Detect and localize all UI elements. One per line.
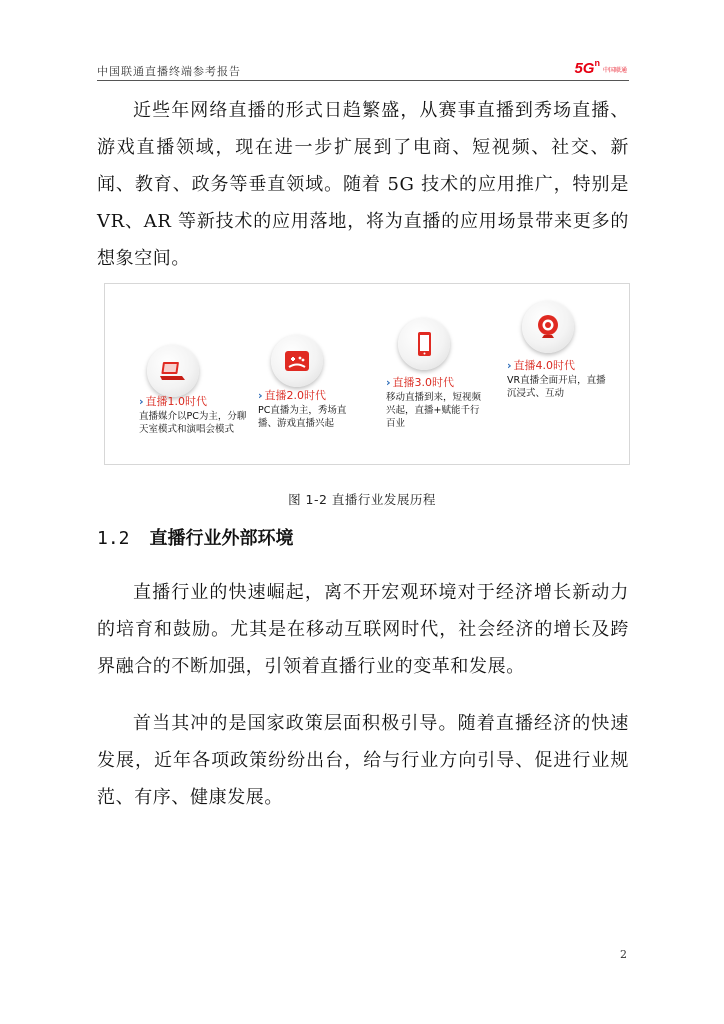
chevron-right-icon: ›: [139, 395, 144, 408]
gamepad-icon: [271, 335, 323, 387]
stage-1-desc: 直播媒介以PC为主，分聊天室模式和演唱会模式: [139, 411, 247, 435]
page-number: 2: [620, 948, 627, 961]
stage-3-label: 直播3.0时代: [392, 376, 455, 389]
stage-3: [386, 376, 486, 430]
laptop-icon: [147, 345, 199, 397]
brand-logo: [574, 56, 627, 76]
stage-4-desc: VR直播全面开启，直播沉浸式、互动: [507, 375, 606, 399]
logo-main-text: 5G: [574, 60, 595, 77]
section-heading: [97, 524, 294, 550]
header-title: 中国联通直播终端参考报告: [97, 65, 241, 78]
stage-4-label: 直播4.0时代: [513, 359, 576, 372]
logo-superscript: n: [594, 58, 600, 68]
stage-3-desc: 移动直播到来，短视频兴起，直播+赋能千行百业: [386, 392, 482, 429]
smartphone-icon: [398, 318, 450, 370]
chevron-right-icon: ›: [258, 389, 263, 402]
body-paragraph-1: 近些年网络直播的形式日趋繁盛，从赛事直播到秀场直播、游戏直播领域，现在进一步扩展到了电商、短视频、社交、新闻、教育、政务等垂直领域。随着 5G 技术的应用推广，特别是 VR、AR 等新技术的应用落地，将为直播的应用场景带来更多的想象空间。: [97, 100, 629, 269]
stage-1: [139, 395, 249, 436]
stage-2: [258, 389, 358, 430]
figure-caption: 图 1-2 直播行业发展历程: [288, 492, 436, 507]
body-paragraph-2: 直播行业的快速崛起，离不开宏观环境对于经济增长新动力的培育和鼓励。尤其是在移动互联网时代，社会经济的增长及跨界融合的不断加强，引领着直播行业的变革和发展。: [97, 582, 629, 677]
logo-tagline: 中国联通: [602, 67, 627, 74]
stage-4: [507, 359, 607, 400]
stage-1-label: 直播1.0时代: [145, 395, 208, 408]
stage-2-label: 直播2.0时代: [264, 389, 327, 402]
body-paragraph-3: 首当其冲的是国家政策层面积极引导。随着直播经济的快速发展，近年各项政策纷纷出台，给与行业方向引导、促进行业规范、有序、健康发展。: [97, 713, 629, 808]
livestream-history-figure: [104, 283, 630, 465]
page-header: [97, 58, 629, 81]
stage-2-desc: PC直播为主，秀场直播、游戏直播兴起: [258, 405, 347, 429]
webcam-icon: [522, 301, 574, 353]
chevron-right-icon: ›: [386, 376, 391, 389]
chevron-right-icon: ›: [507, 359, 512, 372]
section-number: 1.2: [97, 528, 130, 549]
section-title: 直播行业外部环境: [149, 528, 294, 549]
